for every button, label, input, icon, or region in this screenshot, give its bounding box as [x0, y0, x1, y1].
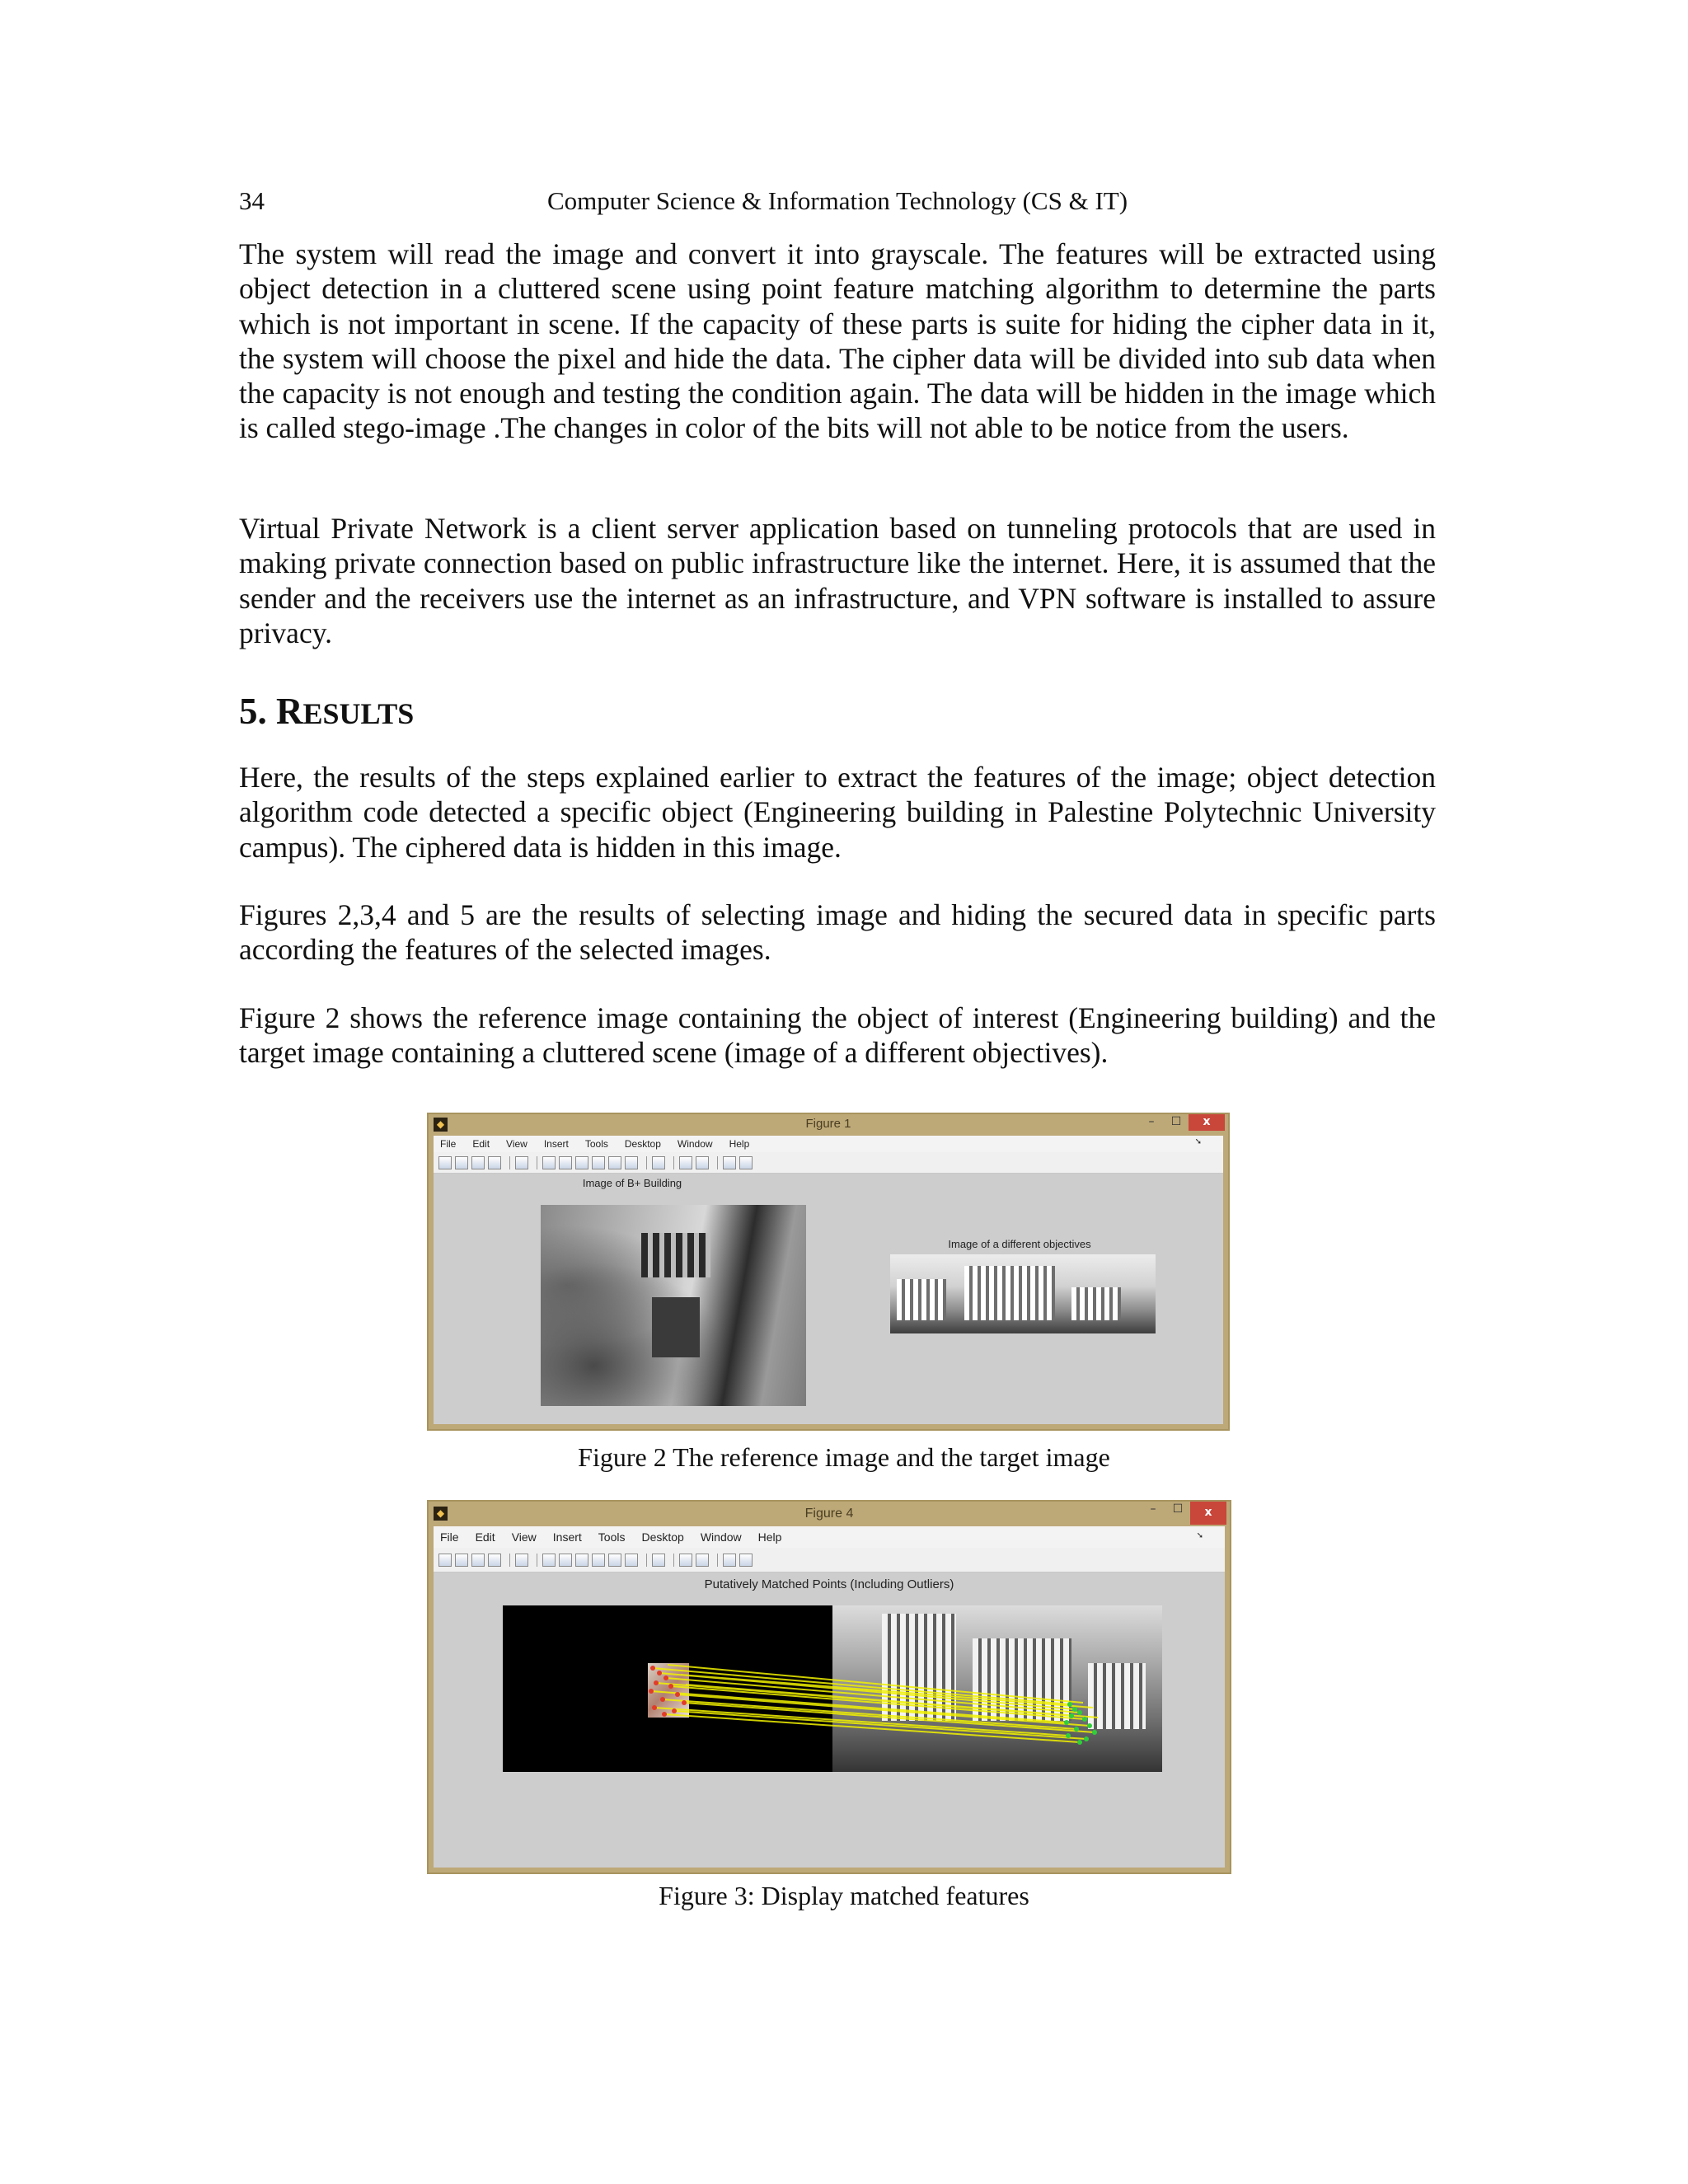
reference-image [541, 1205, 806, 1406]
section-heading-rest: ESULTS [302, 697, 415, 730]
journal-title: Computer Science & Information Technology (CS & IT) [546, 186, 1128, 215]
menu-help[interactable]: Help [757, 1530, 782, 1544]
window-titlebar[interactable] [429, 1114, 1228, 1136]
colorbar-icon[interactable] [679, 1156, 692, 1169]
brush-icon[interactable] [625, 1156, 638, 1169]
paragraph-figure2-desc: Figure 2 shows the reference image containing the object of interest (Engineering building) and the target image containing a cluttered scene (image of a different objectives). [239, 1001, 1436, 1070]
hide-tools-icon[interactable] [723, 1554, 736, 1567]
toolbar-separator [646, 1156, 647, 1169]
rotate-icon[interactable] [592, 1156, 605, 1169]
paragraph-figures: Figures 2,3,4 and 5 are the results of selecting image and hiding the secured data in specific parts according the features of the selected images. [239, 898, 1436, 967]
menu-desktop[interactable]: Desktop [641, 1530, 684, 1544]
matlab-icon: ◆ [434, 1118, 448, 1132]
figure-caption-2: Figure 2 The reference image and the target image [578, 1442, 1110, 1472]
pointer-icon[interactable] [515, 1554, 528, 1567]
matched-features-image [503, 1605, 1162, 1772]
pointer-icon[interactable] [515, 1156, 528, 1169]
campus-building [964, 1266, 1055, 1320]
menu-insert[interactable]: Insert [552, 1530, 582, 1544]
print-icon[interactable] [488, 1156, 501, 1169]
open-file-icon[interactable] [455, 1156, 468, 1169]
building-windows [641, 1233, 710, 1277]
menu-tools[interactable]: Tools [598, 1530, 626, 1544]
paragraph-method: The system will read the image and convert it into grayscale. The features will be extracted using object detection in a cluttered scene using point feature matching algorithm to determine the parts which is not important in scene. If the capacity of these parts is suite for hiding the cipher data in it, the system will choose the pixel and hide the data. The cipher data will be divided into sub data when the capacity is not enough and testing the condition again. The data will be hidden in the image which is called stego-image .The changes in color of the bits will not able to be notice from the users. [239, 237, 1436, 445]
zoom-out-icon[interactable] [559, 1554, 572, 1567]
minimize-button[interactable]: – [1150, 1502, 1156, 1516]
menu-bar [434, 1136, 1223, 1152]
menu-edit[interactable]: Edit [475, 1530, 495, 1544]
brush-icon[interactable] [625, 1554, 638, 1567]
menu-file[interactable]: File [440, 1530, 459, 1544]
toolbar-separator [717, 1554, 718, 1567]
zoom-out-icon[interactable] [559, 1156, 572, 1169]
data-cursor-icon[interactable] [608, 1156, 621, 1169]
colorbar-icon[interactable] [679, 1554, 692, 1567]
building-entrance [652, 1297, 700, 1357]
figure-toolbar [434, 1152, 1223, 1174]
show-tools-icon[interactable] [739, 1156, 753, 1169]
figure-toolbar [434, 1548, 1225, 1572]
zoom-in-icon[interactable] [542, 1156, 556, 1169]
data-cursor-icon[interactable] [608, 1554, 621, 1567]
running-head [239, 186, 1436, 219]
link-icon[interactable] [652, 1554, 665, 1567]
left-axes-title: Image of B+ Building [582, 1177, 682, 1189]
menu-view[interactable]: View [511, 1530, 537, 1544]
hide-tools-icon[interactable] [723, 1156, 736, 1169]
close-button[interactable]: x [1190, 1502, 1226, 1525]
section-heading-lead: 5. R [239, 691, 303, 732]
toolbar-separator [509, 1554, 510, 1567]
pan-icon[interactable] [575, 1156, 588, 1169]
maximize-button[interactable]: ☐ [1170, 1115, 1182, 1128]
pan-icon[interactable] [575, 1554, 588, 1567]
legend-icon[interactable] [696, 1554, 709, 1567]
menu-desktop[interactable]: Desktop [624, 1138, 661, 1150]
menu-view[interactable]: View [506, 1138, 528, 1150]
paragraph-vpn: Virtual Private Network is a client server application based on tunneling protocols that are used in making private connection based on public infrastructure like the internet. Here, it is assumed that the sender and the receivers use the internet as an infrastructure, and VPN software is installed to assure privacy. [239, 512, 1436, 649]
menu-file[interactable]: File [440, 1138, 457, 1150]
maximize-button[interactable]: ☐ [1172, 1502, 1184, 1516]
section-heading-results [239, 691, 414, 734]
menu-insert[interactable]: Insert [543, 1138, 569, 1150]
campus-building [897, 1279, 946, 1320]
show-tools-icon[interactable] [739, 1554, 753, 1567]
figure-window-4 [427, 1500, 1231, 1874]
menu-help[interactable]: Help [729, 1138, 750, 1150]
save-icon[interactable] [471, 1156, 485, 1169]
legend-icon[interactable] [696, 1156, 709, 1169]
rotate-icon[interactable] [592, 1554, 605, 1567]
save-icon[interactable] [471, 1554, 485, 1567]
figure-caption-3: Figure 3: Display matched features [659, 1881, 1029, 1910]
menu-tools[interactable]: Tools [584, 1138, 608, 1150]
toolbar-separator [646, 1554, 647, 1567]
matlab-icon: ◆ [434, 1507, 448, 1521]
figure-window-1 [427, 1113, 1230, 1431]
figure-canvas [434, 1572, 1225, 1868]
match-lines [503, 1605, 1162, 1772]
toolbar-separator [673, 1156, 674, 1169]
menu-window[interactable]: Window [700, 1530, 742, 1544]
window-title: Figure 4 [804, 1507, 854, 1521]
link-icon[interactable] [652, 1156, 665, 1169]
zoom-in-icon[interactable] [542, 1554, 556, 1567]
dock-arrow-icon[interactable]: ➘ [1194, 1137, 1202, 1146]
minimize-button[interactable]: – [1148, 1115, 1155, 1128]
menu-bar [434, 1526, 1225, 1548]
toolbar-separator [717, 1156, 718, 1169]
menu-edit[interactable]: Edit [472, 1138, 490, 1150]
dock-arrow-icon[interactable]: ➘ [1196, 1531, 1203, 1540]
page-number: 34 [239, 186, 265, 215]
toolbar-separator [673, 1554, 674, 1567]
window-title: Figure 1 [805, 1117, 851, 1131]
new-figure-icon[interactable] [438, 1554, 452, 1567]
close-button[interactable]: x [1189, 1114, 1225, 1131]
menu-window[interactable]: Window [677, 1138, 713, 1150]
paragraph-results-intro: Here, the results of the steps explained earlier to extract the features of the image; object detection algorithm code detected a specific object (Engineering building in Palestine Polytechnic University campus). The ciphered data is hidden in this image. [239, 761, 1436, 864]
campus-building [1071, 1287, 1121, 1320]
new-figure-icon[interactable] [438, 1156, 452, 1169]
toolbar-separator [509, 1156, 510, 1169]
open-file-icon[interactable] [455, 1554, 468, 1567]
axes-title: Putatively Matched Points (Including Outliers) [704, 1577, 954, 1591]
right-axes-title: Image of a different objectives [948, 1238, 1091, 1250]
window-titlebar[interactable] [429, 1502, 1230, 1526]
figure-canvas [434, 1174, 1223, 1424]
print-icon[interactable] [488, 1554, 501, 1567]
target-image [890, 1254, 1156, 1333]
